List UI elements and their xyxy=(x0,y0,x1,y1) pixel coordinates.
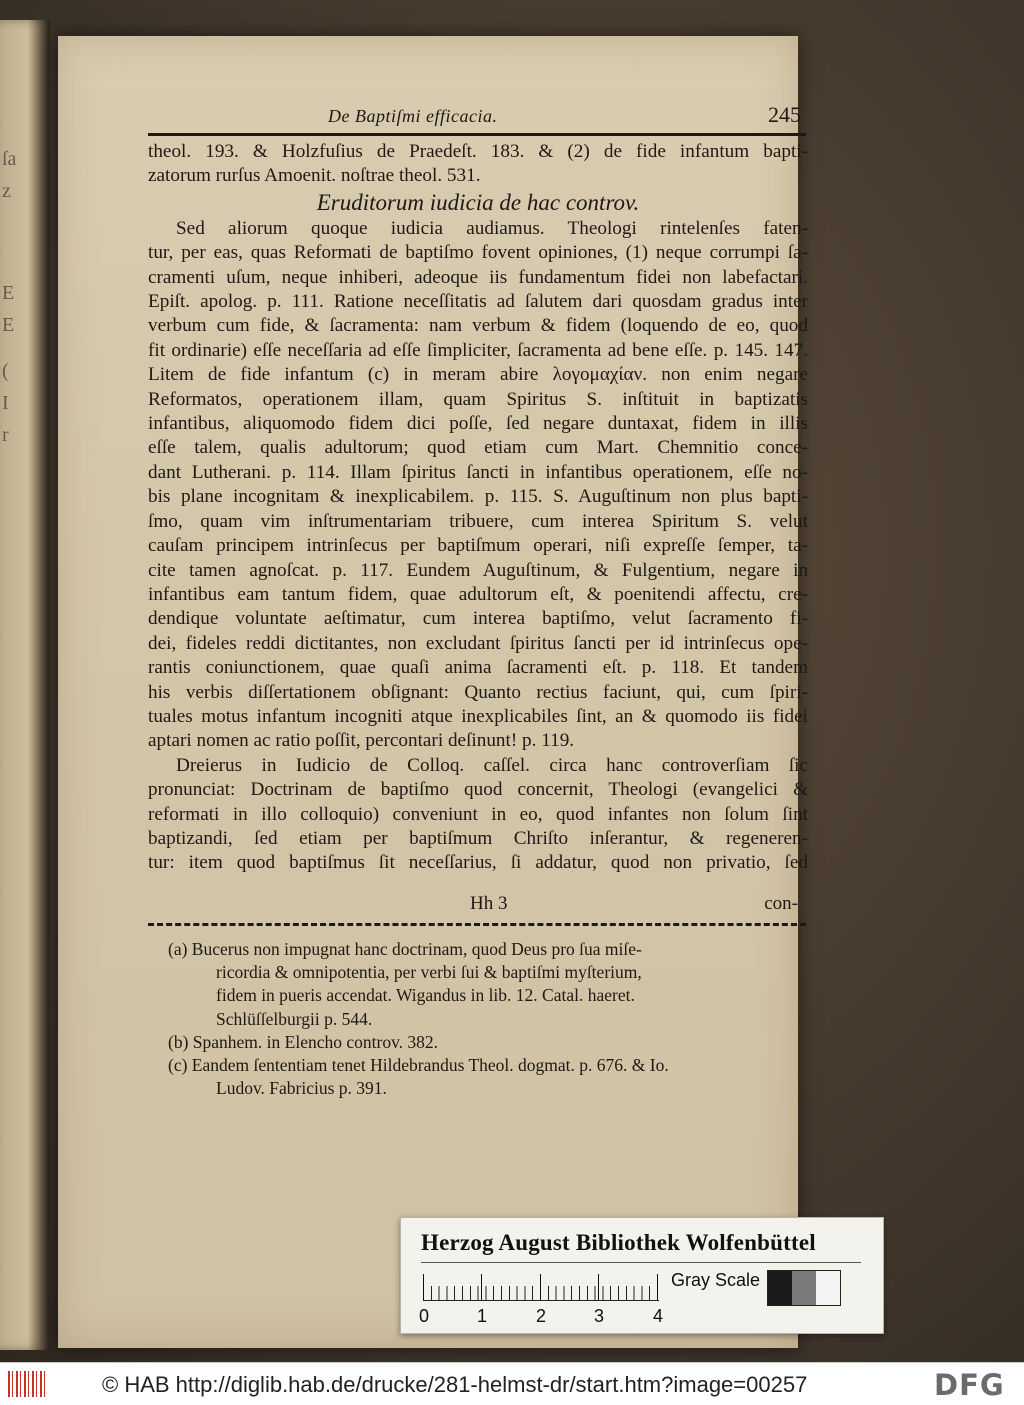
gray-scale-swatches xyxy=(767,1270,841,1306)
text-line: Sed aliorum quoque iudicia audiamus. Theologi rintelenſes faten- xyxy=(176,217,808,239)
gray-swatch-dark xyxy=(768,1271,792,1305)
barcode-icon xyxy=(8,1371,48,1397)
footnote-line: Ludov. Fabricius p. 391. xyxy=(216,1078,387,1099)
running-head: De Baptiſmi efficacia. xyxy=(328,106,498,126)
ruler-number: 3 xyxy=(594,1306,605,1326)
dfg-logo: DFG xyxy=(934,1368,1005,1402)
text-line: rantis coniunctionem, quae quaſi anima ſacramenti eſt. p. 118. Et tandem xyxy=(148,657,808,679)
signature-line xyxy=(148,893,806,917)
text-line: his verbis diſſertationem obſignant: Quanto rectius faciunt, qui, cum ſpiri- xyxy=(148,681,808,703)
book-page xyxy=(58,36,808,1348)
scale-ruler xyxy=(423,1274,659,1301)
section-heading: Eruditorum iudicia de hac controv. xyxy=(316,189,640,215)
text-line: verbum cum fide, & ſacramenta: nam verbum & fidem (loquendo de eo, quod xyxy=(148,315,808,337)
catchword: con- xyxy=(764,893,798,914)
text-line: cramenti uſum, neque inhiberi, adeoque iis fundamentum fidei non labefactari. xyxy=(148,266,808,288)
text-line: infantibus eam tantum fidem, quae adultorum eſt, & poenitendi affectu, cre- xyxy=(148,583,808,605)
text-line: fit ordinarie) eſſe neceſſaria ad eſſe ſimpliciter, ſacramenta ad bene eſſe. p. 145. 147. xyxy=(148,339,808,361)
ruler-major-tick xyxy=(423,1274,424,1300)
text-line: tuales motus infantum incogniti atque inexplicabiles ſint, an & quomodo iis fidei xyxy=(148,705,808,727)
source-url[interactable]: © HAB http://diglib.hab.de/drucke/281-helmst-dr/start.htm?image=00257 xyxy=(102,1372,808,1397)
text-line: reformati in illo colloquio) conveniunt in eo, quod infantes non ſolum ſint xyxy=(148,803,808,825)
library-label-card xyxy=(400,1217,884,1334)
text-line: zatorum rurſus Amoenit. noſtrae theol. 531. xyxy=(148,165,481,187)
text-line: Epiſt. apolog. p. 111. Ratione neceſſitatis ad ſalutem dari quosdam gradus inter xyxy=(148,291,808,313)
text-line: baptizandi, ſed etiam per baptiſmum Chriſto inſerantur, & regeneren- xyxy=(148,827,808,849)
footnote-line: Schlüſſelburgii p. 544. xyxy=(216,1008,373,1029)
signature-mark: Hh 3 xyxy=(470,893,508,914)
ruler-number: 0 xyxy=(419,1306,430,1326)
text-line: Dreierus in Iudicio de Colloq. caſſel. circa hanc controverſiam ſic xyxy=(176,754,808,776)
footnotes xyxy=(168,938,808,1100)
text-line: pronunciat: Doctrinam de baptiſmo quod concernit, Theologi (evangelici & xyxy=(148,779,808,801)
text-line: Litem de fide infantum (c) in meram abire λογομαχίαν. non enim negare xyxy=(148,364,808,386)
ruler-number: 4 xyxy=(653,1306,664,1326)
text-line: infantibus, aliquomodo fidem dici poſſe, ſed negare duntaxat, fidem in illis xyxy=(148,413,808,435)
body-text xyxy=(148,140,808,876)
text-line: Reformatos, operationem illam, quam Spiritus S. inſtituit in baptizatis xyxy=(148,388,808,410)
ruler-major-tick xyxy=(540,1274,541,1300)
text-line: theol. 193. & Holzfuſius de Praedeſt. 183. & (2) de fide infantum bapti- xyxy=(148,141,808,162)
library-name: Herzog August Bibliothek Wolfenbüttel xyxy=(421,1230,816,1255)
gray-scale-label: Gray Scale xyxy=(671,1270,761,1290)
text-line: dendique voluntate aeſtimatur, cum interea baptiſmo, velut ſacramento fi- xyxy=(148,608,808,630)
ruler-major-tick xyxy=(598,1274,599,1300)
footnote-line: (a) Bucerus non impugnat hanc doctrinam, quod Deus pro ſua miſe- xyxy=(168,939,642,959)
footnote-line: ricordia & omnipotentia, per verbi ſui & baptiſmi myſterium, xyxy=(216,962,642,983)
ruler-number: 1 xyxy=(477,1306,488,1326)
ruler-number: 2 xyxy=(536,1306,547,1326)
text-line: bis plane incognitam & inexplicabilem. p. 115. S. Auguſtinum non plus bapti- xyxy=(148,486,808,508)
gray-swatch-mid xyxy=(792,1271,816,1305)
text-line: tur, per eas, quas Reformati de baptiſmo fovent opiniones, (1) neque corrumpi ſa- xyxy=(148,242,808,264)
text-line: cite tamen agnoſcat. p. 117. Eundem Auguſtinum, & Fulgentium, negare in xyxy=(148,559,808,581)
previous-page-edge: ſa z E E ( I r xyxy=(0,20,50,1350)
footnote-line: fidem in pueris accendat. Wigandus in lib. 12. Catal. haeret. xyxy=(216,985,635,1006)
text-line: tur: item quod baptiſmus ſit neceſſarius, ſi addatur, quod non privatio, ſed xyxy=(148,852,808,874)
text-line: eſſe talem, qualis adultorum; quod etiam cum Mart. Chemnitio conce- xyxy=(148,437,808,459)
header-rule xyxy=(148,133,806,136)
ruler-major-tick xyxy=(657,1274,658,1300)
label-divider xyxy=(421,1262,861,1263)
text-line: ſmo, quam vim inſtrumentariam tribuere, cum interea Spiritum S. velut xyxy=(148,510,808,532)
text-line: dant Lutherani. p. 114. Illam ſpiritus ſancti in infantibus operationem, eſſe no- xyxy=(148,461,808,483)
text-line: dei, fideles reddi dictitantes, non excludant ſpiritus ſancti per id intrinſecus ope- xyxy=(148,632,808,654)
text-line: cauſam principem intrinſecus per baptiſmum operari, niſi expreſſe ſemper, ta- xyxy=(148,535,808,557)
footer-bar xyxy=(0,1362,1024,1405)
ruler-major-tick xyxy=(481,1274,482,1300)
text-line: aptari nomen ac ratio poſſit, percontari deſinunt! p. 119. xyxy=(148,730,575,752)
footnote-line: (c) Eandem ſententiam tenet Hildebrandus Theol. dogmat. p. 676. & Io. xyxy=(168,1055,669,1076)
page-number: 245 xyxy=(768,102,801,127)
footnote-rule xyxy=(148,923,806,926)
footnote-line: (b) Spanhem. in Elencho controv. 382. xyxy=(168,1031,439,1052)
gray-swatch-light xyxy=(816,1271,840,1305)
